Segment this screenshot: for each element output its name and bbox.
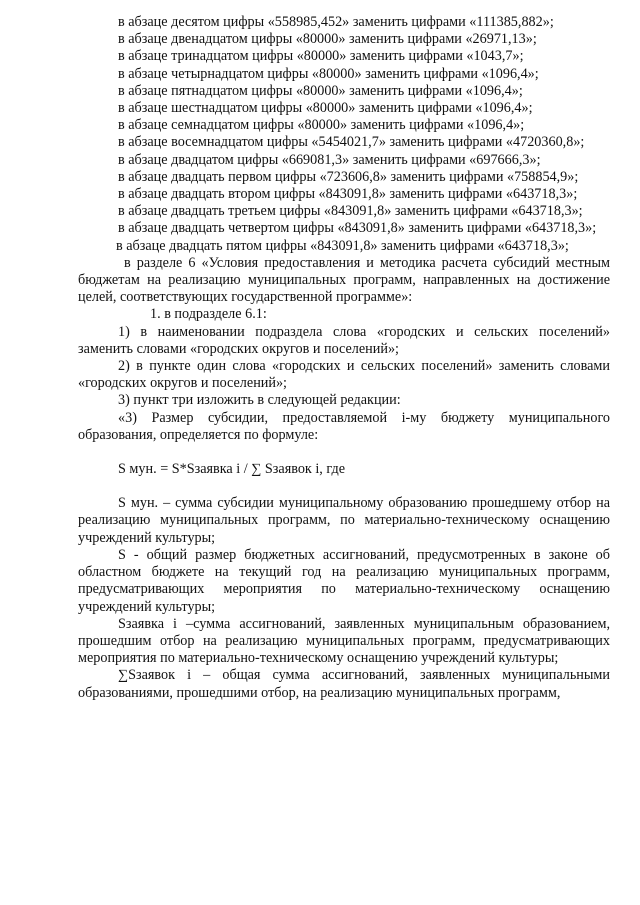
paragraph: в абзаце восемнадцатом цифры «5454021,7» заменить цифрами «4720360,8»; — [118, 134, 585, 151]
paragraph: в абзаце двадцать первом цифры «723606,8» заменить цифрами «758854,9»; — [118, 168, 579, 185]
document-body — [78, 14, 610, 702]
paragraph: в абзаце четырнадцатом цифры «80000» заменить цифрами «1096,4»; — [118, 65, 539, 82]
paragraph: 1) в наименовании подраздела слова «городских и сельских поселений» заменить словами «городских округов и поселений»; — [78, 323, 610, 357]
formula: S мун. = S*Sзаявка i / ∑ Sзаявок i, где — [118, 461, 346, 478]
paragraph: «3) Размер субсидии, предоставляемой i-му бюджету муниципального образования, определяется по формуле: — [78, 409, 610, 443]
paragraph: в абзаце двадцать втором цифры «843091,8» заменить цифрами «643718,3»; — [118, 186, 578, 203]
paragraph: в абзаце пятнадцатом цифры «80000» заменить цифрами «1096,4»; — [118, 82, 523, 99]
paragraph: в абзаце двадцать пятом цифры «843091,8» заменить цифрами «643718,3»; — [116, 237, 569, 254]
definition-paragraph: S мун. – сумма субсидии муниципальному образованию прошедшему отбор на реализацию муниципальных программ, по материально-техническому оснащению учреждений культуры; — [78, 495, 610, 546]
paragraph: в абзаце семнадцатом цифры «80000» заменить цифрами «1096,4»; — [118, 117, 525, 134]
paragraph: в абзаце тринадцатом цифры «80000» заменить цифрами «1043,7»; — [118, 48, 524, 65]
subsection-heading: 1. в подразделе 6.1: — [150, 306, 267, 323]
section-paragraph: в разделе 6 «Условия предоставления и методика расчета субсидий местным бюджетам на реализацию муниципальных программ, направленных на достижение целей, соответствующих государственной программе»: — [78, 254, 610, 306]
paragraph: в абзаце десятом цифры «558985,452» заменить цифрами «111385,882»; — [118, 14, 554, 30]
definition-paragraph: Sзаявка i –сумма ассигнований, заявленных муниципальным образованием, прошедшим отбор на реализацию муниципальных программ, предусматривающих мероприятия по материально-техническому оснащению учреждений культуры; — [78, 615, 610, 667]
paragraph: в абзаце двадцать третьем цифры «843091,8» заменить цифрами «643718,3»; — [118, 203, 583, 220]
definition-paragraph: S - общий размер бюджетных ассигнований, предусмотренных в законе об областном бюджете на текущий год на реализацию муниципальных программ, предусматривающих мероприятия по материально-техническому оснащению учреждений культуры; — [78, 546, 610, 615]
paragraph: в абзаце двенадцатом цифры «80000» заменить цифрами «26971,13»; — [118, 31, 537, 48]
paragraph: 3) пункт три изложить в следующей редакции: — [118, 392, 401, 409]
paragraph: в абзаце шестнадцатом цифры «80000» заменить цифрами «1096,4»; — [118, 100, 533, 117]
paragraph: в абзаце двадцать четвертом цифры «843091,8» заменить цифрами «643718,3»; — [118, 220, 597, 237]
paragraph: в абзаце двадцатом цифры «669081,3» заменить цифрами «697666,3»; — [118, 151, 541, 168]
paragraph: 2) в пункте один слова «городских и сельских поселений» заменить словами «городских округов и поселений»; — [78, 358, 610, 392]
definition-paragraph: ∑Sзаявок i – общая сумма ассигнований, заявленных муниципальными образованиями, прошедшими отбор, на реализацию муниципальных программ, — [78, 667, 610, 701]
